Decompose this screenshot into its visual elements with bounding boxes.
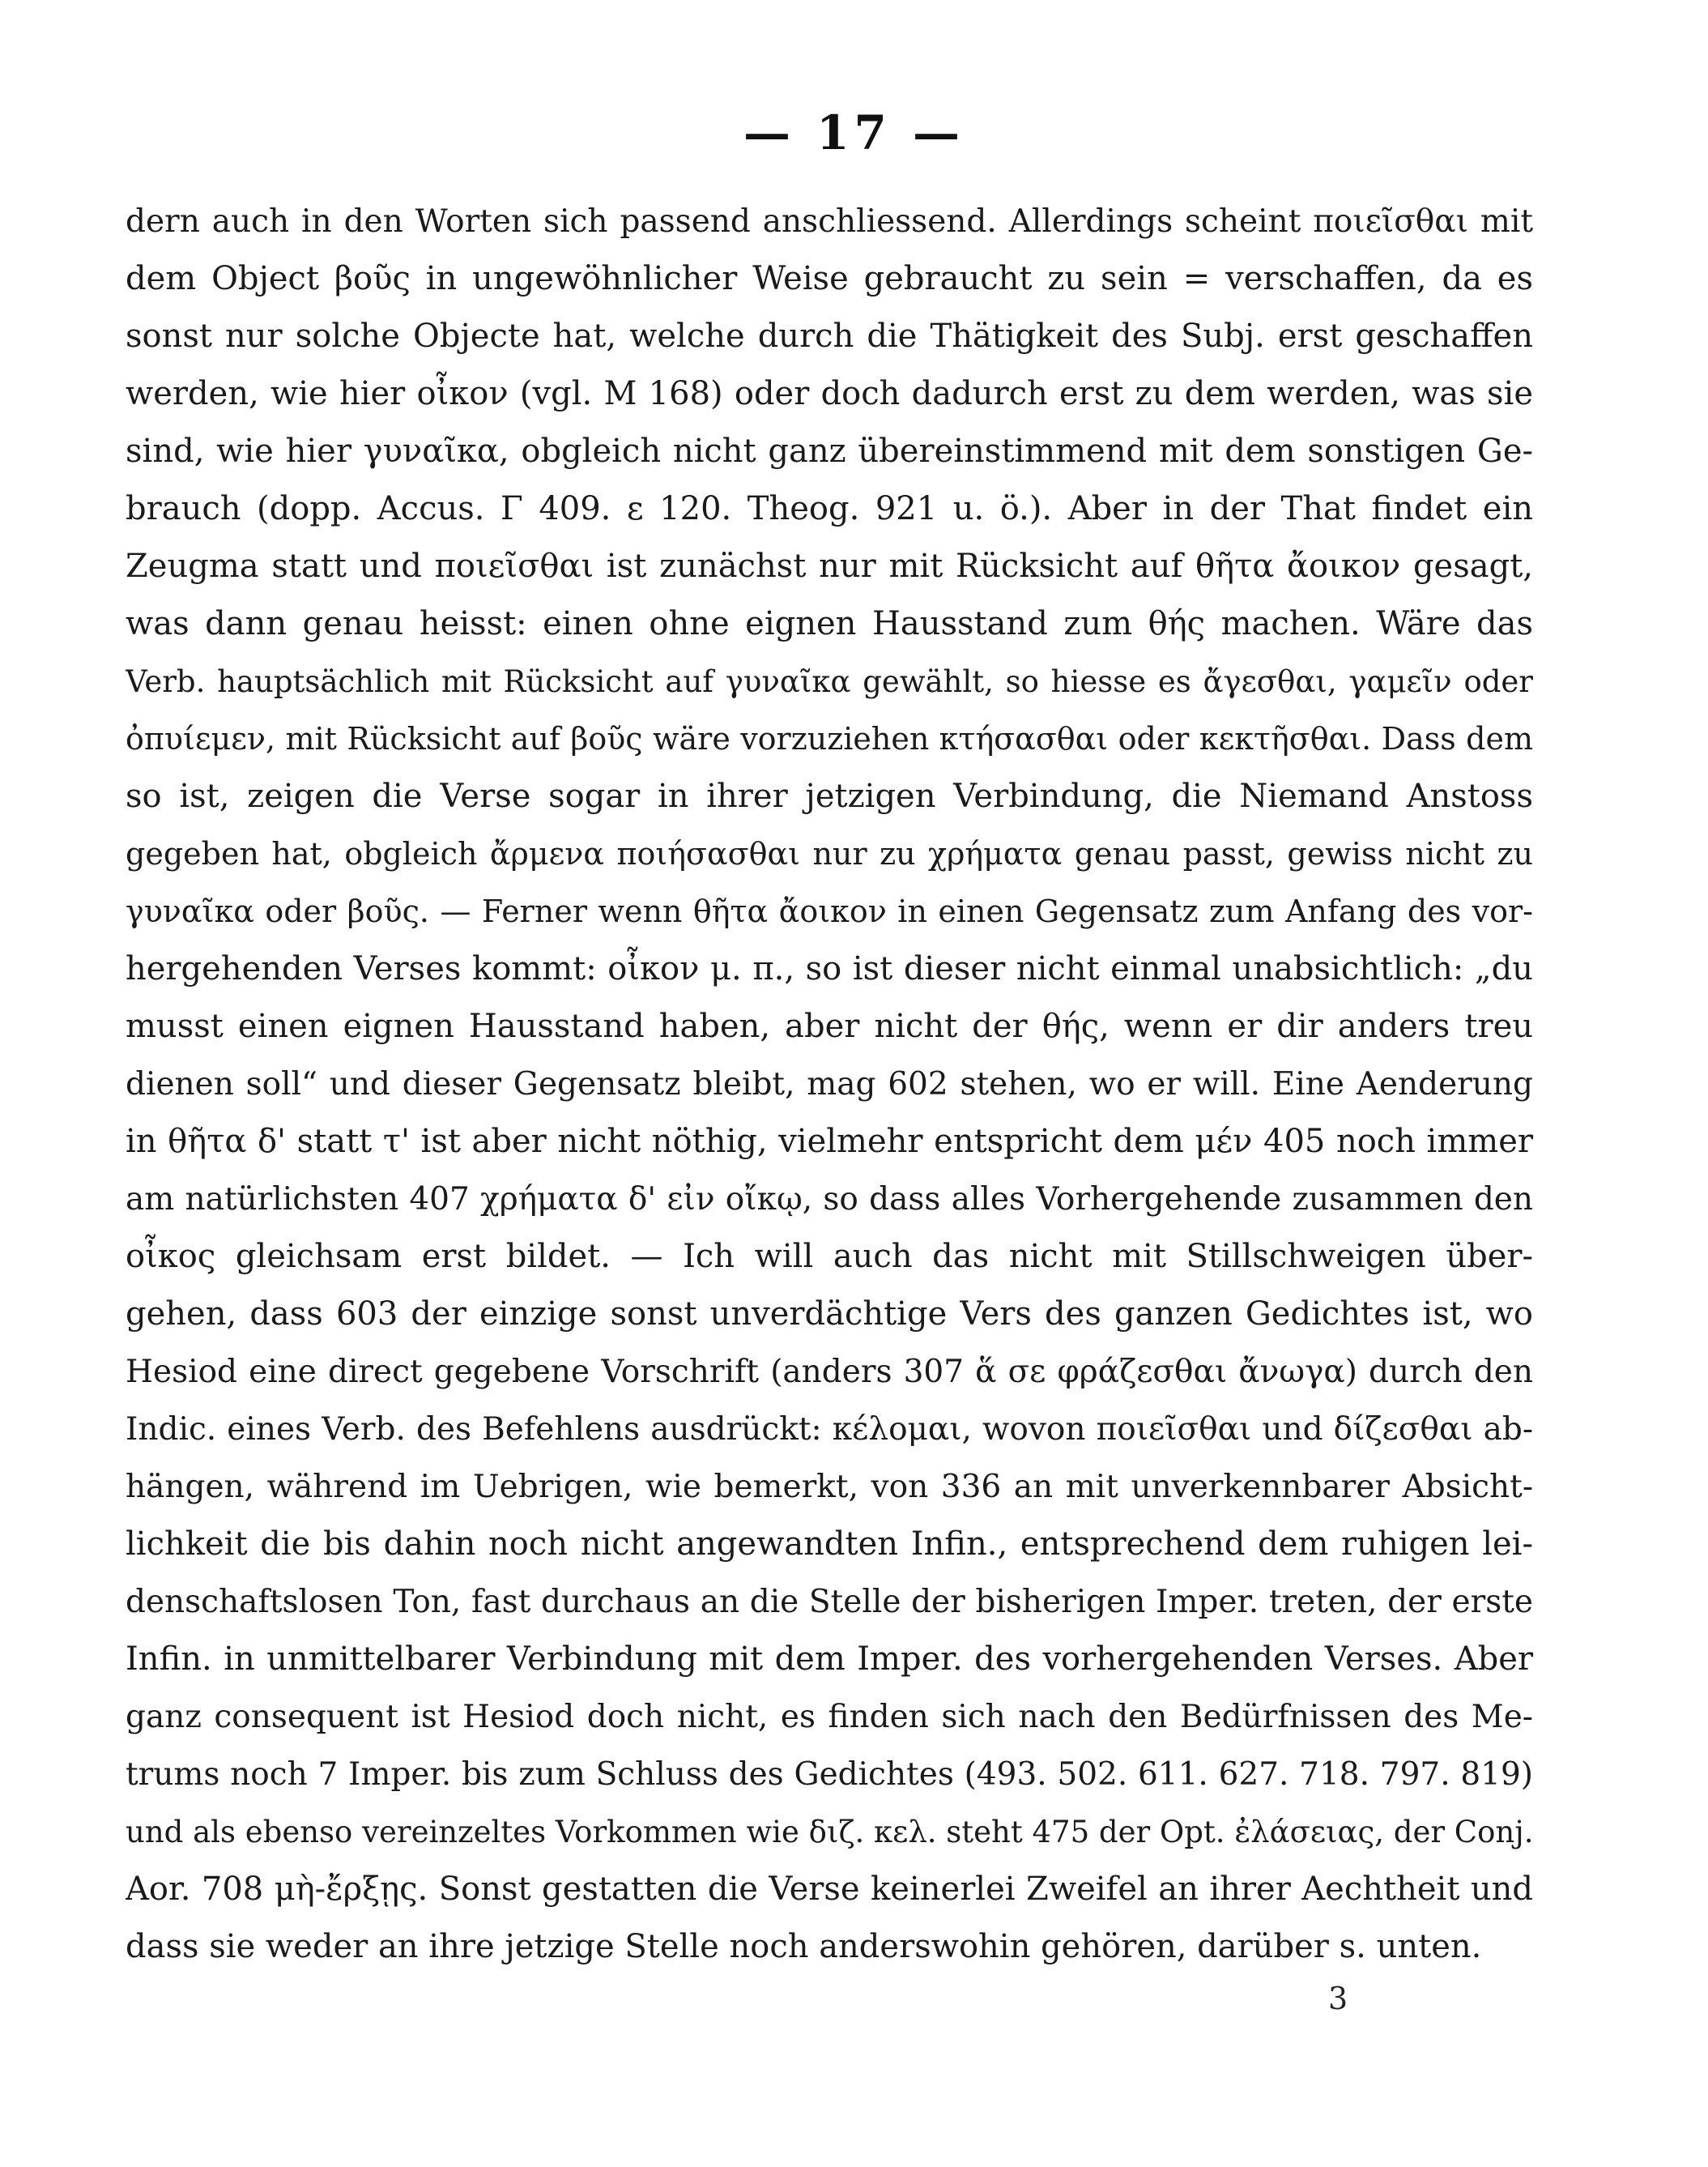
text-line: sonst nur solche Objecte hat, welche durch die Thätigkeit des Subj. erst geschaffen [126, 318, 1533, 355]
text-line: werden, wie hier οἶκον (vgl. M 168) oder doch dadurch erst zu dem werden, was sie [126, 375, 1533, 412]
text-line: trums noch 7 Imper. bis zum Schluss des Gedichtes (493. 502. 611. 627. 718. 797. 819) [126, 1756, 1533, 1793]
text-line: Hesiod eine direct gegebene Vorschrift (anders 307 ἅ σε φράζεσθαι ἄνωγα) durch den [126, 1354, 1533, 1390]
text-line-last: dass sie weder an ihre jetzige Stelle noch anderswohin gehören, darüber s. unten. [126, 1928, 1482, 1965]
text-line: Aor. 708 μὴ-ἔρξῃς. Sonst gestatten die Verse keinerlei Zweifel an ihrer Aechtheit und [126, 1871, 1533, 1908]
text-line: und als ebenso vereinzeltes Vorkommen wie διζ. κελ. steht 475 der Opt. ἐλάσειας, der Conj. [126, 1815, 1533, 1849]
text-line: Verb. hauptsächlich mit Rücksicht auf γυναῖκα gewählt, so hiesse es ἄγεσθαι, γαμεῖν oder [126, 664, 1533, 699]
text-line: Zeugma statt und ποιεῖσθαι ist zunächst nur mit Rücksicht auf θῆτα ἄοικον gesagt, [126, 548, 1533, 585]
text-line: brauch (dopp. Accus. Γ 409. ε 120. Theog. 921 u. ö.). Aber in der That findet ein [126, 490, 1533, 527]
text-line: γυναῖκα oder βοῦς. — Ferner wenn θῆτα ἄοικον in einen Gegensatz zum Anfang des vor- [126, 894, 1533, 929]
text-line: denschaftslosen Ton, fast durchaus an die Stelle der bisherigen Imper. treten, der erste [126, 1584, 1533, 1620]
page-number-header: — 17 — [743, 105, 965, 160]
text-line: hängen, während im Uebrigen, wie bemerkt, von 336 an mit unverkennbarer Absicht- [126, 1469, 1533, 1505]
body-text [126, 193, 1533, 1976]
text-line: Indic. eines Verb. des Befehlens ausdrückt: κέλομαι, wovon ποιεῖσθαι und δίζεσθαι ab- [126, 1411, 1533, 1448]
text-line: ganz consequent ist Hesiod doch nicht, es finden sich nach den Bedürfnissen des Me- [126, 1699, 1533, 1735]
text-line: gegeben hat, obgleich ἄρμενα ποιήσασθαι nur zu χρήματα genau passt, gewiss nicht zu [126, 836, 1533, 872]
text-line: dern auch in den Worten sich passend anschliessend. Allerdings scheint ποιεῖσθαι mit [126, 203, 1533, 240]
text-line: lichkeit die bis dahin noch nicht angewandten Infin., entsprechend dem ruhigen lei- [126, 1525, 1533, 1563]
text-line: was dann genau heisst: einen ohne eignen Hausstand zum θής machen. Wäre das [126, 605, 1533, 642]
text-line: musst einen eignen Hausstand haben, aber nicht der θής, wenn er dir anders treu [126, 1008, 1533, 1045]
text-line: in θῆτα δ' statt τ' ist aber nicht nöthig, vielmehr entspricht dem μέν 405 noch immer [126, 1123, 1533, 1160]
signature-mark: 3 [1328, 1981, 1348, 2016]
text-line: sind, wie hier γυναῖκα, obgleich nicht ganz übereinstimmend mit dem sonstigen Ge- [126, 433, 1533, 470]
text-line: hergehenden Verses kommt: οἶκον μ. π., so ist dieser nicht einmal unabsichtlich: „du [126, 950, 1533, 988]
text-line: Infin. in unmittelbarer Verbindung mit dem Imper. des vorhergehenden Verses. Aber [126, 1640, 1533, 1678]
text-line: so ist, zeigen die Verse sogar in ihrer jetzigen Verbindung, die Niemand Anstoss [126, 778, 1533, 815]
text-line: οἶκος gleichsam erst bildet. — Ich will auch das nicht mit Stillschweigen über- [126, 1238, 1533, 1275]
text-line: ὀπυίεμεν, mit Rücksicht auf βοῦς wäre vorzuziehen κτήσασθαι oder κεκτῆσθαι. Dass dem [126, 721, 1533, 757]
text-line: gehen, dass 603 der einzige sonst unverdächtige Vers des ganzen Gedichtes ist, wo [126, 1295, 1533, 1333]
text-line: am natürlichsten 407 χρήματα δ' εἰν οἴκῳ, so dass alles Vorhergehende zusammen den [126, 1181, 1533, 1218]
text-line: dem Object βοῦς in ungewöhnlicher Weise gebraucht zu sein = verschaffen, da es [126, 260, 1533, 297]
text-line: dienen soll“ und dieser Gegensatz bleibt, mag 602 stehen, wo er will. Eine Aenderung [126, 1066, 1533, 1103]
